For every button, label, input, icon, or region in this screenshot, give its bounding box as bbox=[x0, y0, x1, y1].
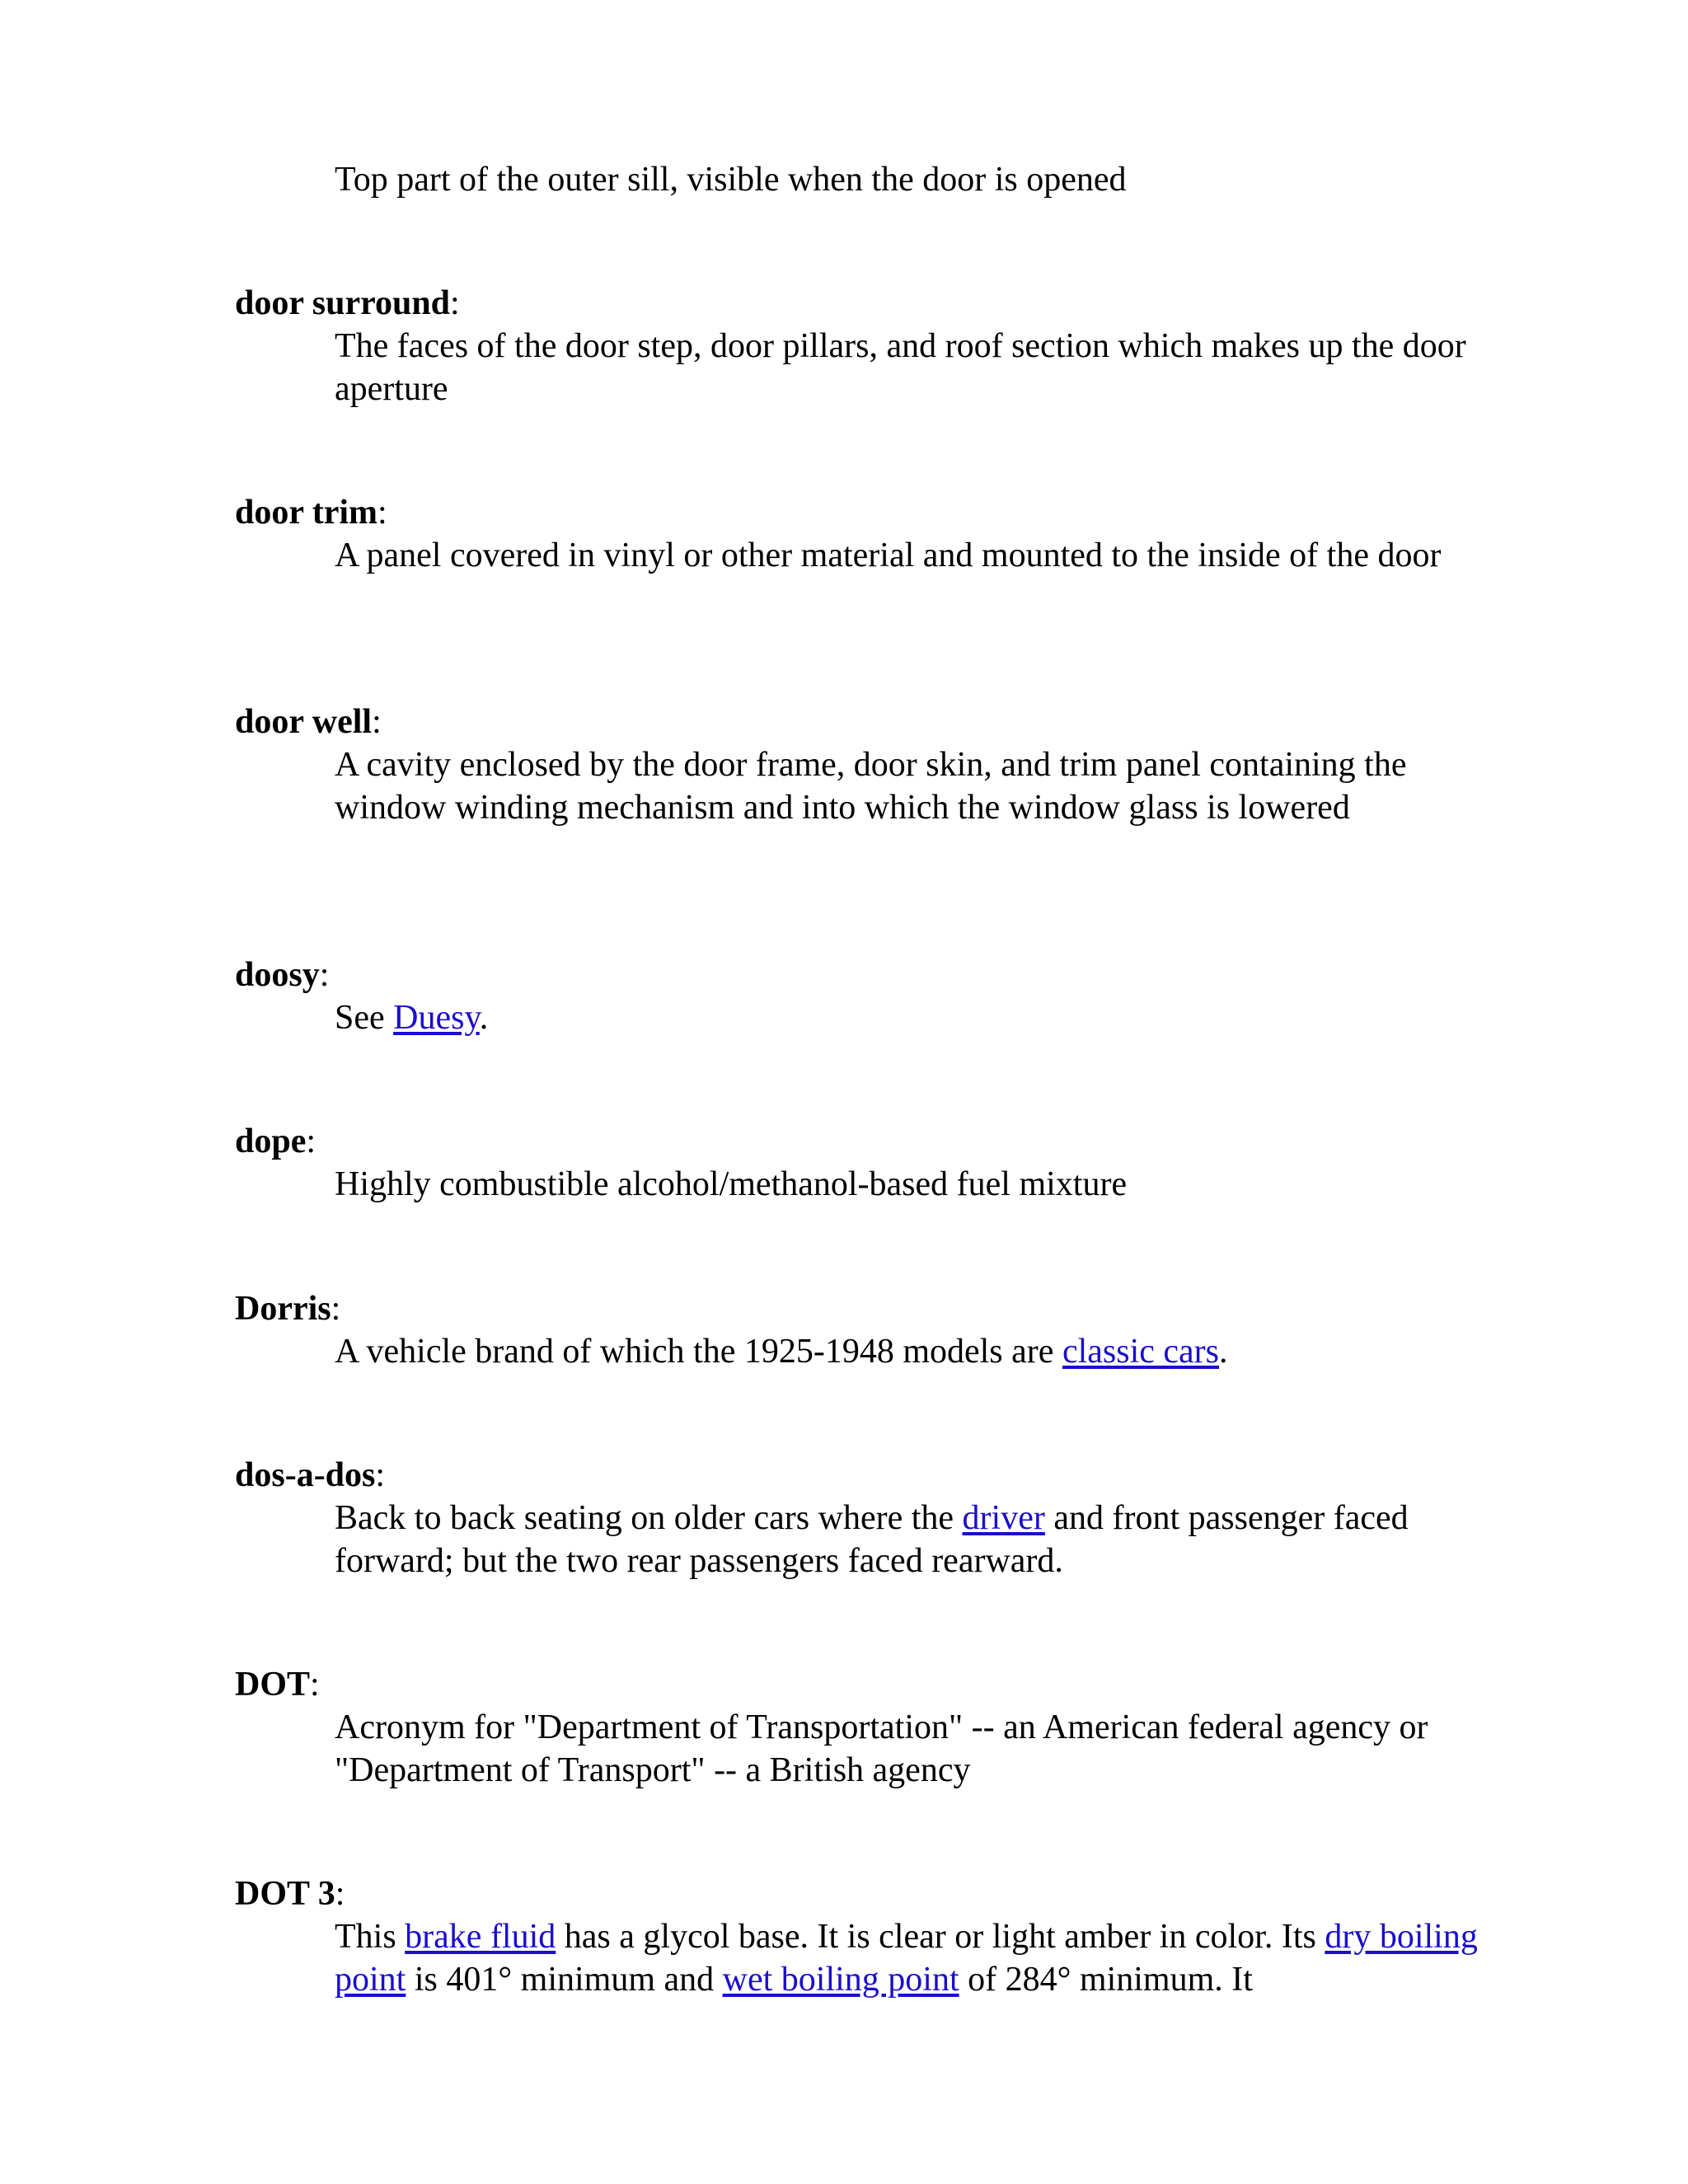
definition-text: This bbox=[335, 1918, 406, 1956]
colon: : bbox=[319, 956, 330, 994]
duesy-link[interactable]: Duesy bbox=[393, 999, 480, 1037]
definition-text: See bbox=[335, 999, 394, 1037]
definition-text: . bbox=[1219, 1333, 1228, 1371]
entry-dos-a-dos bbox=[235, 1454, 1471, 1582]
term: DOT bbox=[235, 1666, 311, 1704]
driver-link[interactable]: driver bbox=[962, 1499, 1045, 1537]
colon: : bbox=[335, 1875, 345, 1913]
definition-text: is 401° minimum and bbox=[406, 1961, 723, 1999]
colon: : bbox=[331, 1290, 341, 1328]
brake-fluid-link[interactable]: brake fluid bbox=[405, 1918, 556, 1956]
definition: A panel covered in vinyl or other material and mounted to the inside of the door bbox=[335, 537, 1442, 574]
entry-dorris bbox=[235, 1287, 1471, 1373]
definition-text: A vehicle brand of which the 1925-1948 models are bbox=[335, 1333, 1062, 1371]
colon: : bbox=[372, 703, 382, 741]
colon: : bbox=[306, 1122, 316, 1160]
entry-doosy bbox=[235, 954, 1471, 1039]
term-line bbox=[235, 1287, 1471, 1330]
colon: : bbox=[377, 494, 387, 532]
term: Dorris bbox=[235, 1290, 331, 1328]
term-line bbox=[235, 954, 1471, 996]
definition-text: has a glycol base. It is clear or light amber in color. Its bbox=[556, 1918, 1325, 1956]
definition: A cavity enclosed by the door frame, door skin, and trim panel containing the window winding mechanism and into which the window glass is lowered bbox=[335, 746, 1407, 827]
definition: Highly combustible alcohol/methanol-based fuel mixture bbox=[335, 1165, 1128, 1203]
term-line bbox=[235, 1663, 1471, 1706]
definition-text: and front passenger faced forward; but the two rear passengers faced rearward. bbox=[335, 1499, 1409, 1580]
definition: Acronym for "Department of Transportation" -- an American federal agency or "Department of Transport" -- a British agency bbox=[335, 1708, 1428, 1789]
entry-dope bbox=[235, 1120, 1471, 1206]
definition-text: . bbox=[479, 999, 489, 1037]
definition bbox=[235, 1497, 1480, 1582]
term-line bbox=[235, 701, 1471, 743]
colon: : bbox=[375, 1456, 386, 1494]
definition bbox=[235, 1915, 1480, 2001]
entry-door-surround bbox=[235, 282, 1471, 410]
term: DOT 3 bbox=[235, 1875, 335, 1913]
entry-dot bbox=[235, 1663, 1471, 1792]
definition-text: of 284° minimum. It bbox=[959, 1961, 1253, 1999]
colon: : bbox=[450, 284, 460, 322]
term: door well bbox=[235, 703, 373, 741]
term-line bbox=[235, 1872, 1471, 1915]
entry-dot-3 bbox=[235, 1872, 1478, 2001]
term: door surround bbox=[235, 284, 451, 322]
definition-text: Back to back seating on older cars where the bbox=[335, 1499, 963, 1537]
term-line bbox=[235, 491, 1471, 534]
term: dope bbox=[235, 1122, 307, 1160]
classic-cars-link[interactable]: classic cars bbox=[1062, 1333, 1220, 1371]
continued-definition: Top part of the outer sill, visible when the door is opened bbox=[335, 161, 1127, 199]
entry-door-well bbox=[235, 701, 1471, 829]
term: dos-a-dos bbox=[235, 1456, 376, 1494]
definition: The faces of the door step, door pillars, and roof section which makes up the door aperture bbox=[335, 327, 1466, 408]
term-line bbox=[235, 1454, 1471, 1497]
wet-boiling-point-link[interactable]: wet boiling point bbox=[722, 1961, 959, 1999]
colon: : bbox=[310, 1666, 320, 1704]
definition bbox=[235, 1330, 1480, 1373]
term-line bbox=[235, 282, 1471, 325]
definition bbox=[235, 996, 1480, 1039]
term-line bbox=[235, 1120, 1471, 1163]
dry-boiling-point-link[interactable]: dry boiling point bbox=[335, 1918, 1478, 1999]
term: doosy bbox=[235, 956, 320, 994]
term: door trim bbox=[235, 494, 378, 532]
entry-door-trim bbox=[235, 491, 1471, 577]
